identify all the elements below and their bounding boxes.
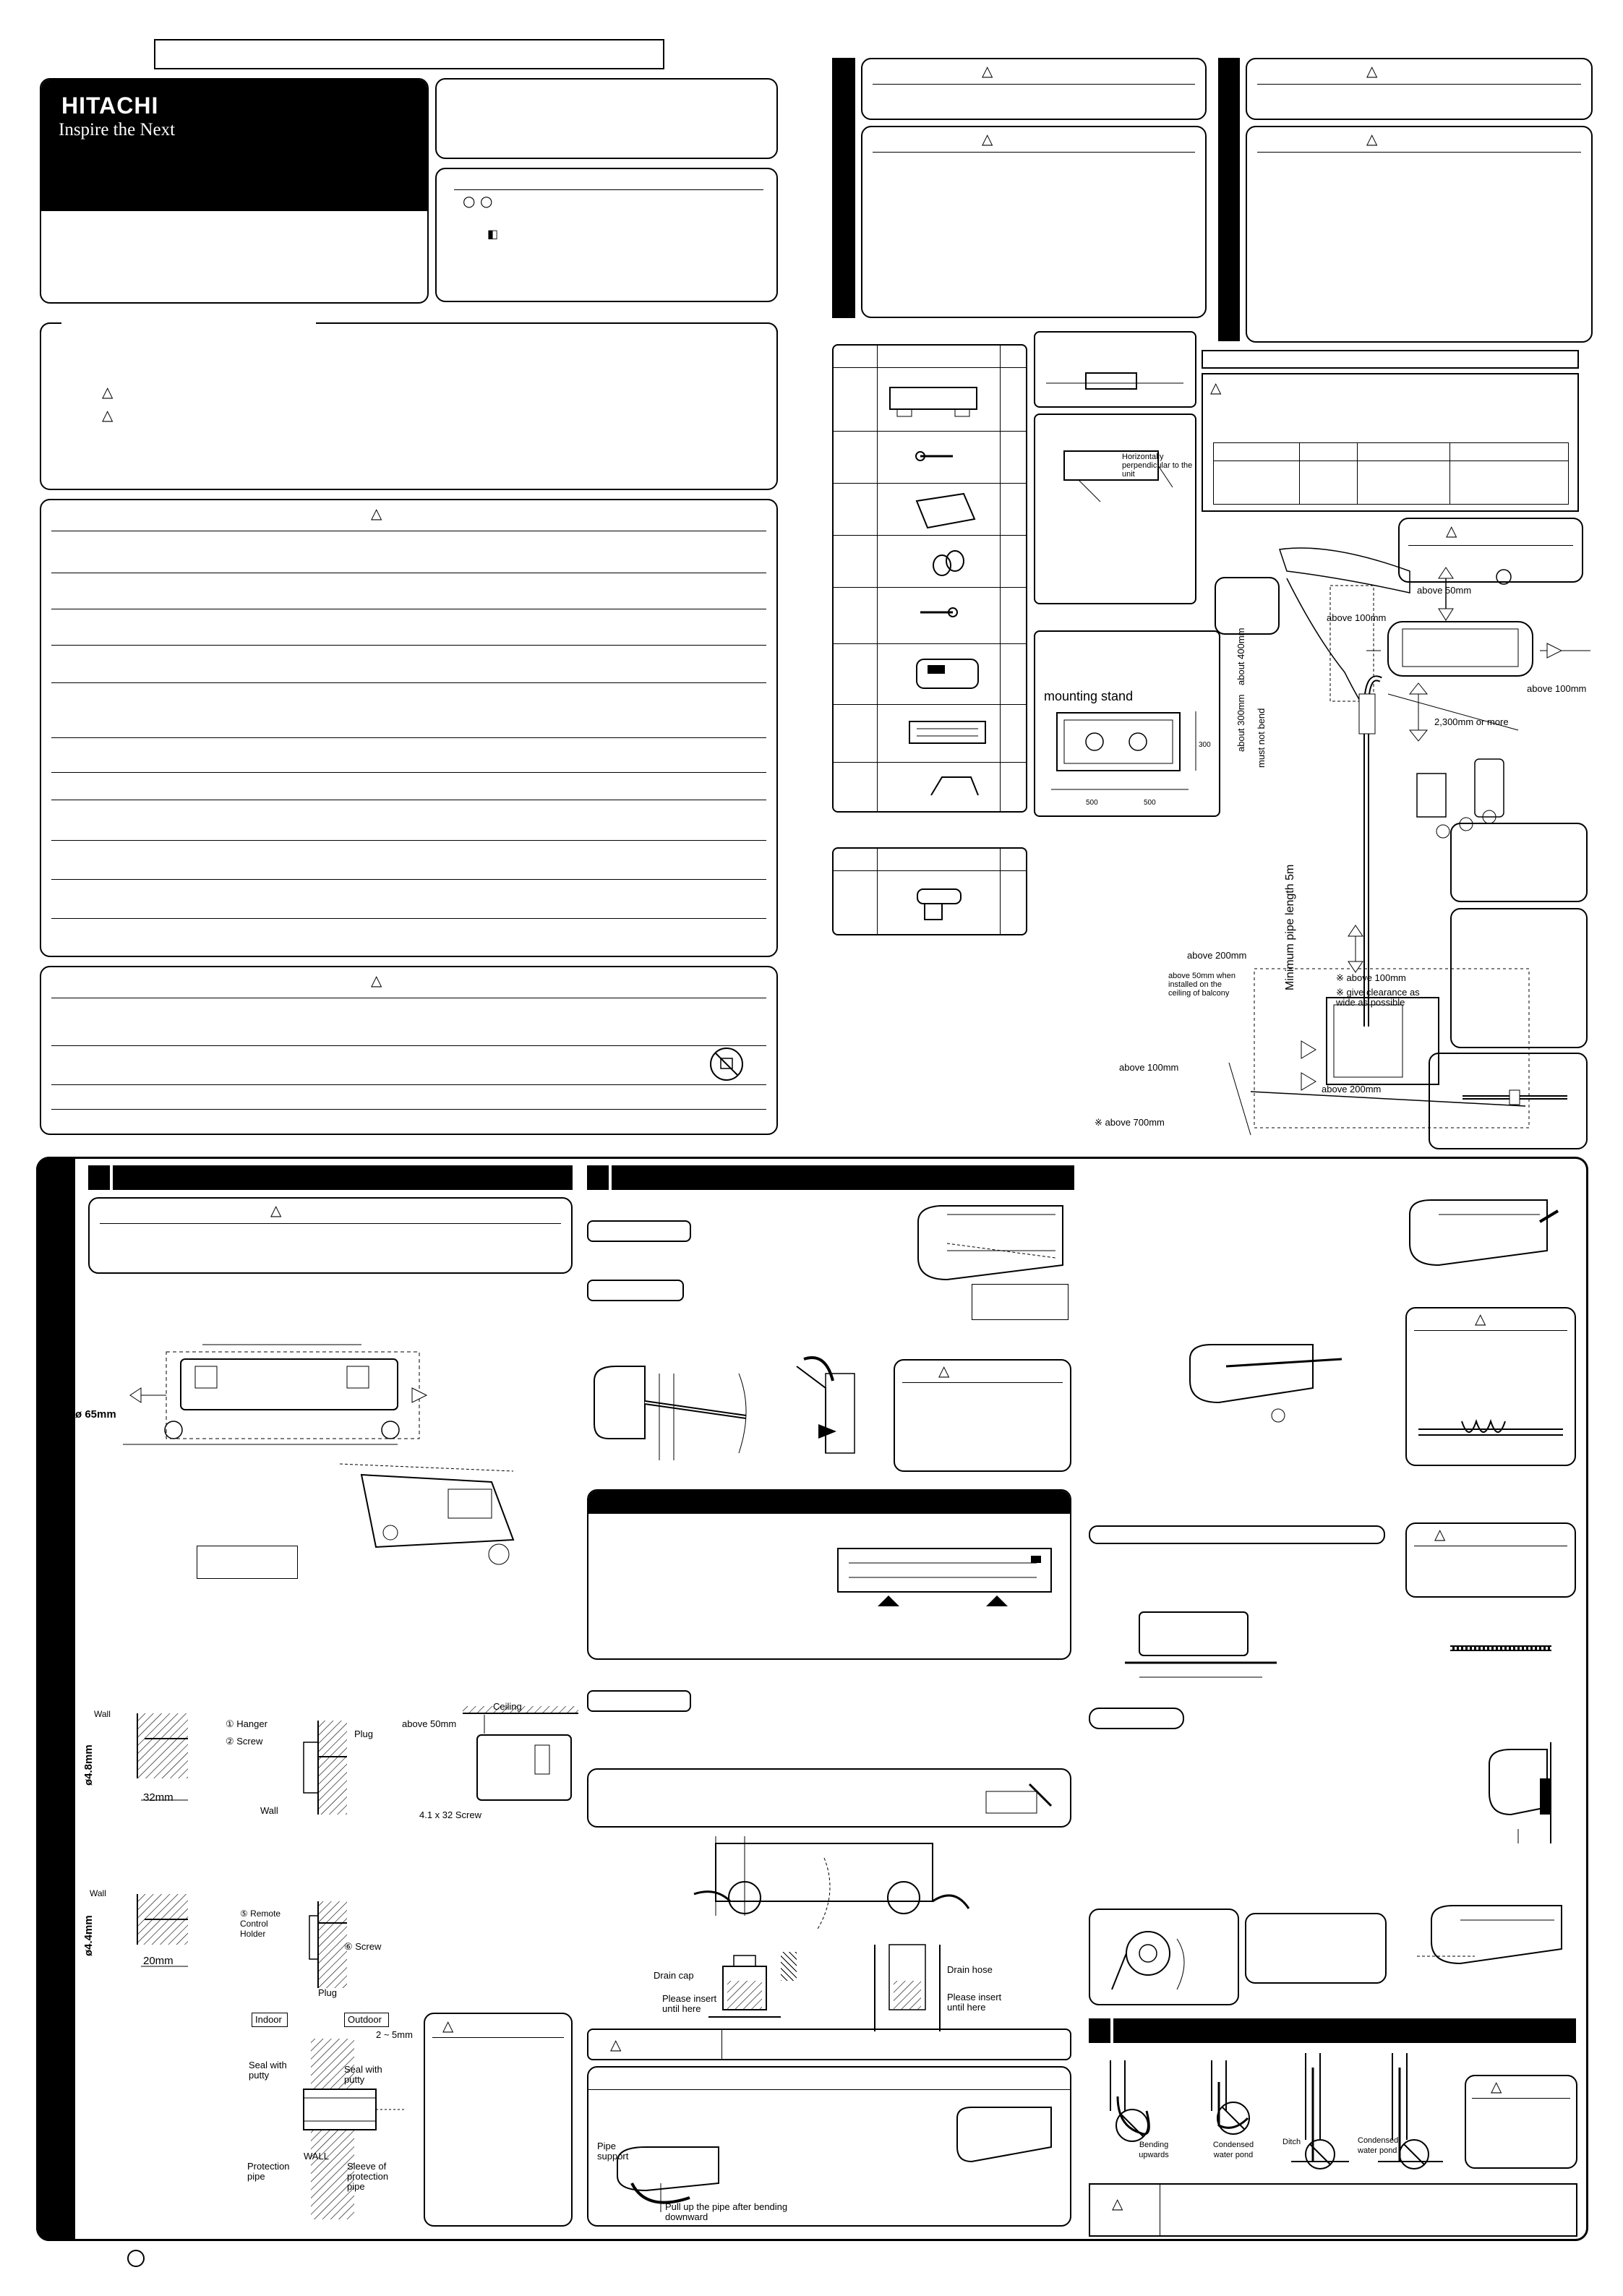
hole-size-label: ø4.4mm — [82, 1915, 95, 1956]
detail-circle-box — [1089, 1909, 1239, 2005]
top-title-strip — [154, 39, 664, 69]
remote-wall-detail — [87, 1887, 195, 1981]
warning-strip — [587, 2029, 1071, 2060]
drain-hose-diagram — [868, 1945, 947, 2039]
plug-label: Plug — [318, 1987, 338, 1998]
clearance-label: ※ above 100mm — [1336, 972, 1406, 983]
indoor-unit-front-view — [904, 1200, 1070, 1294]
hole-size-label: ø 65mm — [75, 1408, 116, 1421]
warning-icon: △ — [938, 1362, 950, 1379]
wall-label: Wall — [90, 1888, 106, 1898]
clearance-label: ※ give clearance as wide as possible — [1336, 987, 1420, 1008]
wall-hole-detail — [87, 1706, 195, 1822]
pipe-length-label: Minimum pipe length 5m — [1284, 864, 1296, 990]
section-bar-left — [832, 58, 855, 318]
section-header-bar — [113, 1165, 573, 1190]
indoor-unit-installed-view — [1417, 1898, 1576, 1992]
hanger-label: ① Hanger — [226, 1718, 267, 1729]
battery-icon — [928, 544, 971, 580]
drain-hose-label: Drain hose — [947, 1964, 993, 1975]
warning-box-medium — [861, 126, 1207, 318]
mounting-plate-angle-diagram — [325, 1460, 542, 1576]
indoor-label: Indoor — [255, 2014, 282, 2025]
clearance-label: above 100mm — [1327, 612, 1387, 623]
pull-up-note: Pull up the pipe after bending downward — [665, 2201, 788, 2222]
clearance-label: above 200mm — [1322, 1084, 1382, 1095]
table-header-strip — [1202, 350, 1579, 369]
info-box-bottom — [435, 168, 778, 302]
mistake-label: Bending upwards — [1139, 2141, 1169, 2159]
warning-box-small-right — [1246, 58, 1593, 120]
warning-icon: △ — [1366, 62, 1378, 80]
clearance-label: above 100mm — [1119, 1062, 1179, 1073]
warning-icon: △ — [102, 383, 114, 400]
caution-box-sleeve — [424, 2013, 573, 2227]
brand-tagline: Inspire the Next — [59, 120, 176, 140]
mistake-label: Condensed water pond — [1358, 2136, 1399, 2155]
section-header-number — [1089, 2018, 1110, 2043]
section-header-bar — [1113, 2018, 1576, 2043]
dim-label: 300 — [1199, 741, 1211, 749]
screw-icon — [913, 601, 964, 623]
caution-box-small — [1405, 1522, 1576, 1598]
seal-label: Seal with putty — [344, 2064, 382, 2085]
clearance-label: above 200mm — [1187, 950, 1247, 961]
warning-box — [40, 499, 778, 957]
caution-box-install — [88, 1197, 573, 1274]
pipe-routing-diagram — [587, 1359, 891, 1468]
no-disassemble-icon — [706, 1044, 747, 1084]
sleeve-label: Sleeve of protection pipe — [347, 2161, 389, 2192]
filter-icon — [906, 714, 993, 755]
screw-label: ⑥ Screw — [344, 1941, 382, 1952]
warning-icon: △ — [1434, 1525, 1446, 1543]
tape-wrap-diagram — [1418, 1414, 1570, 1450]
mounting-plate-pipe-view — [1125, 1605, 1284, 1692]
section-header-number — [587, 1165, 609, 1190]
warning-icon: △ — [1475, 1310, 1486, 1327]
balcony-note: above 50mm when installed on the ceiling of balcony — [1168, 972, 1236, 998]
level-box — [1034, 331, 1196, 408]
page-circle-marker — [127, 2250, 145, 2267]
hook-detail — [1105, 1917, 1228, 1997]
ceiling-label: Ceiling — [493, 1701, 522, 1712]
label-box — [197, 1546, 298, 1579]
note-box-small — [1245, 1913, 1387, 1984]
step-label-box — [1089, 1708, 1184, 1729]
warning-icon: △ — [1366, 130, 1378, 147]
warning-icon: △ — [982, 62, 993, 80]
remote-holder-label: ⑤ Remote Control Holder — [240, 1909, 281, 1939]
warning-box-medium-right — [1246, 126, 1593, 343]
section-header-number — [88, 1165, 110, 1190]
clearance-label: above 50mm — [1417, 585, 1472, 596]
clearance-label: above 50mm — [402, 1718, 457, 1729]
horizontal-note: Horizontally perpendicular to the unit — [1122, 453, 1193, 479]
seal-label: Seal with putty — [249, 2060, 287, 2081]
step-label-box — [587, 1280, 684, 1301]
clearance-label: ※ above 700mm — [1095, 1117, 1165, 1128]
warning-icon: △ — [982, 130, 993, 147]
caution-box — [40, 966, 778, 1135]
mistake-label: Ditch — [1282, 2138, 1301, 2146]
front-panel-diagram — [834, 1541, 1058, 1614]
warning-icon: △ — [1112, 2195, 1123, 2212]
note-box-wide — [587, 1768, 1071, 1828]
pipe-support-label: Pipe support — [597, 2141, 629, 2162]
warning-icon: △ — [1446, 522, 1457, 539]
mistake-label: Condensed water pond — [1212, 2141, 1254, 2159]
circle-icon: ○ — [480, 192, 493, 210]
drain-cap-label: Drain cap — [654, 1970, 694, 1981]
insert-note: Please insert until here — [662, 1993, 717, 2014]
screw-icon — [913, 445, 964, 467]
note-box — [1450, 823, 1588, 902]
pipe-support-box — [587, 2066, 1071, 2227]
pipe-label: Protection pipe — [247, 2161, 290, 2182]
dimension-label: about 300mm — [1236, 694, 1246, 752]
clearance-label: 2,300mm or more — [1434, 716, 1509, 727]
remote-holder-icon — [913, 490, 978, 534]
warning-icon: △ — [371, 972, 382, 989]
optional-parts-table — [832, 847, 1027, 935]
pipe-insulation-view — [1450, 1634, 1559, 1670]
label-box — [972, 1284, 1069, 1320]
screw-spec-label: 4.1 x 32 Screw — [419, 1809, 481, 1820]
note-box — [1450, 908, 1588, 1048]
logo-panel — [40, 78, 429, 304]
unit-hook-side-view — [1482, 1742, 1562, 1843]
insert-note: Please insert until here — [947, 1992, 1002, 2013]
bend-note: must not bend — [1256, 708, 1267, 768]
screw-label: ② Screw — [226, 1736, 263, 1747]
clearance-label: above 100mm — [1527, 683, 1587, 694]
warning-icon: △ — [371, 505, 382, 522]
warning-icon: △ — [610, 2036, 622, 2053]
symbol-legend-box — [40, 322, 778, 490]
warning-icon: △ — [270, 1201, 282, 1219]
filter-info-box — [587, 1489, 1071, 1660]
circle-icon: ○ — [463, 192, 476, 210]
mounting-plate-icon — [883, 380, 991, 424]
depth-label: 20mm — [143, 1955, 174, 1967]
caution-box-drain — [1465, 2075, 1577, 2169]
gap-label: 2 ~ 5mm — [376, 2029, 413, 2040]
spec-table-box — [1202, 373, 1579, 512]
section-header-bar — [612, 1165, 1074, 1190]
depth-label: 32mm — [143, 1791, 174, 1804]
remote-control-icon — [913, 654, 985, 697]
indoor-unit-pipe-view — [1403, 1193, 1562, 1280]
step-label-box — [587, 1220, 691, 1242]
wall-label: Wall — [94, 1709, 111, 1719]
drain-part-icon — [903, 885, 982, 928]
hole-size-label: ø4.8mm — [82, 1744, 95, 1786]
brand-logo: HITACHI — [61, 93, 159, 119]
dim-label: 500 — [1086, 799, 1098, 807]
clip-icon — [928, 774, 985, 802]
bracket-icon: ◧ — [487, 227, 499, 241]
section-bar-right — [1218, 58, 1240, 341]
wall-label: Wall — [260, 1805, 278, 1816]
wall-label: WALL — [304, 2151, 329, 2162]
outdoor-label: Outdoor — [348, 2014, 382, 2025]
warning-icon: △ — [442, 2017, 454, 2034]
indoor-unit-wiring-view — [1183, 1330, 1342, 1424]
dim-label: 500 — [1144, 799, 1156, 807]
caution-box-pipe — [894, 1359, 1071, 1472]
step-label-box — [587, 1690, 691, 1712]
warning-icon: △ — [1210, 379, 1222, 396]
hatch-box — [781, 1952, 797, 1981]
dimension-label: about 400mm — [1236, 627, 1246, 685]
note-box — [1215, 577, 1280, 635]
plug-label: Plug — [354, 1729, 374, 1739]
note-box — [1429, 1053, 1588, 1149]
warning-box-small — [861, 58, 1207, 120]
warning-icon: △ — [102, 406, 114, 424]
accessory-table — [832, 344, 1027, 813]
mounting-plate-diagram — [108, 1337, 427, 1460]
caution-box-tape — [1405, 1307, 1576, 1466]
info-box-top — [435, 78, 778, 159]
step-header-box — [1089, 1525, 1385, 1544]
mounting-stand-label: mounting stand — [1044, 689, 1134, 703]
warning-strip-bottom — [1089, 2183, 1577, 2237]
warning-icon: △ — [1491, 2078, 1502, 2095]
lower-frame-left-bar — [36, 1157, 75, 2241]
indoor-unit-side-view — [950, 2104, 1058, 2169]
logo-black-area — [41, 80, 427, 211]
